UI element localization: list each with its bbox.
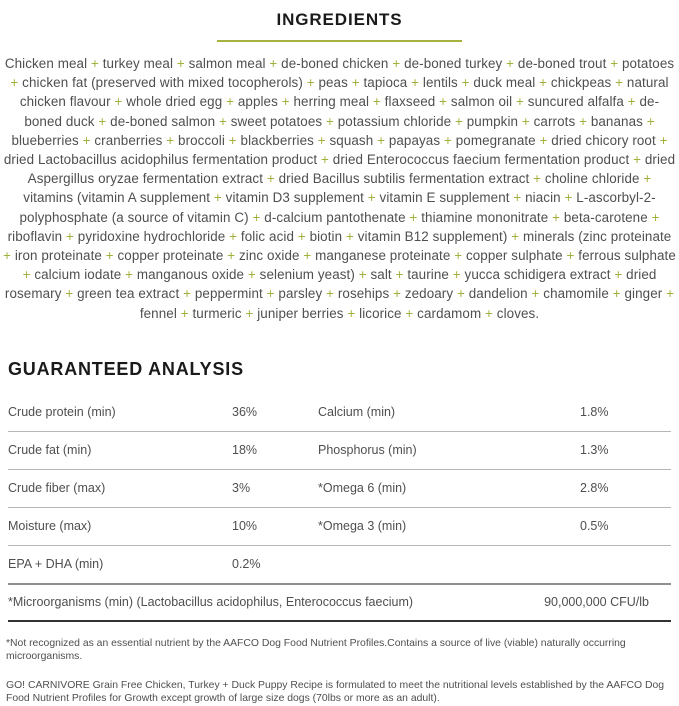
ingredient-item: whole dried egg — [126, 94, 223, 110]
ingredient-item: chicken fat (preserved with mixed tocopherols) — [22, 75, 303, 91]
plus-separator: + — [248, 209, 265, 225]
plus-separator: + — [509, 190, 526, 206]
guaranteed-analysis-section — [0, 359, 679, 622]
nutrient-value: 18% — [232, 443, 258, 458]
plus-separator: + — [343, 305, 360, 321]
ingredient-item: dried Lactobacillus acidophilus fermentation product — [3, 152, 318, 168]
ingredient-item: herring meal — [293, 94, 370, 110]
nutrient-value: 3% — [232, 481, 251, 496]
ingredient-item: potassium chloride — [337, 113, 452, 129]
nutrient-value: 36% — [232, 405, 258, 420]
ingredient-item: salmon oil — [450, 94, 513, 110]
ingredient-item: licorice — [359, 305, 402, 321]
ingredient-item: dried Aspergillus oryzae fermentation extract — [27, 152, 676, 187]
ingredient-item: potatoes — [621, 56, 675, 71]
ingredient-item: rosehips — [337, 286, 390, 302]
analysis-table-row — [8, 508, 671, 546]
ingredient-item: de-boned turkey — [404, 56, 503, 71]
plus-separator: + — [302, 75, 319, 91]
ingredient-item: dandelion — [468, 286, 528, 302]
footnote-nutrient-disclaimer: *Not recognized as an essential nutrient by the AAFCO Dog Food Nutrient Profiles.Contains a source of live (viable) naturally occurring microorganisms. — [6, 637, 626, 663]
ingredient-item: minerals (zinc proteinate — [522, 228, 672, 244]
ingredients-section — [0, 10, 679, 323]
plus-separator: + — [451, 113, 467, 129]
plus-separator: + — [642, 113, 655, 129]
ingredient-item: dried chicory root — [551, 132, 656, 148]
ingredient-item: vitamin B12 supplement) — [357, 228, 508, 244]
plus-separator: + — [373, 132, 389, 148]
plus-separator: + — [10, 75, 23, 91]
ingredient-item: sweet potatoes — [230, 113, 323, 129]
nutrient-value: 1.8% — [580, 405, 609, 420]
ingredient-item: papayas — [388, 132, 441, 148]
plus-separator: + — [173, 56, 189, 71]
ingredient-item: zinc oxide — [239, 248, 300, 264]
nutrient-label: *Omega 6 (min) — [318, 481, 407, 496]
ingredient-item: juniper berries — [257, 305, 344, 321]
nutrient-value: 90,000,000 CFU/lb — [544, 595, 649, 610]
ingredient-item: L-ascorbyl-2-polyphosphate (a source of vitamin C) — [19, 190, 656, 225]
plus-separator: + — [101, 248, 118, 264]
plus-separator: + — [222, 94, 238, 110]
plus-separator: + — [265, 56, 282, 71]
nutrient-label: Phosphorus (min) — [318, 443, 417, 458]
ingredient-item: biotin — [309, 228, 343, 244]
ingredient-item: salmon meal — [188, 56, 266, 71]
nutrient-value: 10% — [232, 519, 258, 534]
microorganisms-row — [8, 585, 671, 622]
plus-separator: + — [87, 56, 103, 71]
ingredient-item: blueberries — [11, 132, 79, 148]
plus-separator: + — [608, 286, 625, 302]
ingredient-item: carrots — [533, 113, 576, 129]
plus-separator: + — [110, 94, 127, 110]
analysis-table-row — [8, 394, 671, 432]
ingredient-item: manganous oxide — [136, 267, 245, 283]
plus-separator: + — [22, 267, 35, 283]
plus-separator: + — [662, 286, 675, 302]
plus-separator: + — [244, 267, 260, 283]
ingredient-item: dried Enterococcus faecium fermentation product — [332, 152, 630, 168]
plus-separator: + — [450, 248, 466, 264]
ingredient-item: cloves. — [496, 305, 540, 321]
ingredient-item: choline chloride — [544, 171, 640, 187]
ingredient-item: duck meal — [473, 75, 536, 91]
ingredient-item: beta-carotene — [563, 209, 648, 225]
plus-separator: + — [453, 286, 469, 302]
nutrient-value: 0.5% — [580, 519, 609, 534]
plus-separator: + — [299, 248, 316, 264]
plus-separator: + — [223, 248, 239, 264]
guaranteed-analysis-title: GUARANTEED ANALYSIS — [8, 358, 244, 379]
ingredient-item: cardamom — [417, 305, 482, 321]
ingredient-item: niacin — [525, 190, 561, 206]
ingredient-item: cranberries — [94, 132, 163, 148]
plus-separator: + — [405, 209, 422, 225]
plus-separator: + — [548, 209, 564, 225]
ingredient-item: dried Bacillus subtilis fermentation extract — [278, 171, 530, 187]
nutrient-label: *Omega 3 (min) — [318, 519, 407, 534]
plus-separator: + — [62, 228, 78, 244]
ingredient-item: broccoli — [178, 132, 225, 148]
plus-separator: + — [262, 286, 279, 302]
ingredient-item: blackberries — [240, 132, 314, 148]
plus-separator: + — [369, 94, 385, 110]
plus-separator: + — [560, 190, 577, 206]
plus-separator: + — [655, 132, 668, 148]
plus-separator: + — [78, 132, 95, 148]
analysis-table-row — [8, 546, 671, 585]
ingredient-item: turkey meal — [102, 56, 174, 71]
plus-separator: + — [313, 132, 330, 148]
plus-separator: + — [389, 286, 405, 302]
plus-separator: + — [354, 267, 371, 283]
plus-separator: + — [363, 190, 380, 206]
ingredient-item: yucca schidigera extract — [464, 267, 611, 283]
plus-separator: + — [322, 113, 338, 129]
analysis-table-row — [8, 470, 671, 508]
ingredient-item: thiamine mononitrate — [421, 209, 549, 225]
plus-separator: + — [388, 56, 405, 71]
analysis-table — [8, 394, 671, 622]
ingredient-item: bananas — [590, 113, 643, 129]
ingredient-item: de-boned trout — [517, 56, 607, 71]
plus-separator: + — [529, 171, 545, 187]
green-divider-rule — [217, 40, 462, 42]
plus-separator: + — [263, 171, 279, 187]
plus-separator: + — [401, 305, 418, 321]
plus-separator: + — [623, 94, 640, 110]
plus-separator: + — [527, 286, 544, 302]
nutrient-label: Crude fat (min) — [8, 443, 92, 458]
nutrient-label: Moisture (max) — [8, 519, 92, 534]
plus-separator: + — [629, 152, 645, 168]
nutrient-label: EPA + DHA (min) — [8, 557, 104, 572]
pet-food-label — [0, 10, 679, 706]
ingredient-item: parsley — [278, 286, 323, 302]
ingredient-item: Chicken meal — [4, 56, 88, 71]
ingredient-item: suncured alfalfa — [527, 94, 624, 110]
ingredient-item: vitamin D3 supplement — [225, 190, 364, 206]
plus-separator: + — [94, 113, 111, 129]
ingredient-item: tapioca — [363, 75, 408, 91]
analysis-table-row — [8, 432, 671, 470]
plus-separator: + — [121, 267, 137, 283]
nutrient-label: *Microorganisms (min) (Lactobacillus acidophilus, Enterococcus faecium) — [8, 595, 414, 610]
ingredient-item: copper sulphate — [465, 248, 563, 264]
ingredients-list — [3, 54, 677, 323]
ingredient-item: pomegranate — [455, 132, 536, 148]
ingredient-item: d-calcium pantothenate — [264, 209, 406, 225]
plus-separator: + — [347, 75, 364, 91]
plus-separator: + — [215, 113, 231, 129]
ingredient-item: de-boned duck — [24, 94, 660, 129]
ingredient-item: peas — [318, 75, 348, 91]
plus-separator: + — [535, 132, 552, 148]
ingredient-item: apples — [237, 94, 278, 110]
plus-separator: + — [342, 228, 358, 244]
ingredient-item: zedoary — [404, 286, 454, 302]
plus-separator: + — [457, 75, 474, 91]
plus-separator: + — [162, 132, 179, 148]
ingredient-item: green tea extract — [77, 286, 180, 302]
ingredient-item: squash — [329, 132, 374, 148]
plus-separator: + — [639, 171, 652, 187]
plus-separator: + — [512, 94, 528, 110]
plus-separator: + — [407, 75, 423, 91]
ingredient-item: fennel — [139, 305, 177, 321]
plus-separator: + — [507, 228, 523, 244]
plus-separator: + — [176, 305, 193, 321]
ingredient-item: chickpeas — [550, 75, 612, 91]
plus-separator: + — [562, 248, 579, 264]
ingredient-item: lentils — [422, 75, 458, 91]
ingredient-item: riboflavin — [7, 228, 63, 244]
plus-separator: + — [647, 209, 660, 225]
plus-separator: + — [61, 286, 78, 302]
plus-separator: + — [210, 190, 226, 206]
ingredient-item: ginger — [624, 286, 663, 302]
ingredient-item: flaxseed — [384, 94, 436, 110]
ingredient-item: taurine — [407, 267, 449, 283]
plus-separator: + — [611, 75, 627, 91]
plus-separator: + — [575, 113, 591, 129]
nutrient-label: Calcium (min) — [318, 405, 396, 420]
ingredient-item: copper proteinate — [117, 248, 224, 264]
plus-separator: + — [241, 305, 258, 321]
ingredient-item: natural chicken flavour — [19, 75, 669, 110]
ingredient-item: vitamin E supplement — [379, 190, 510, 206]
ingredient-item: turmeric — [192, 305, 242, 321]
ingredient-item: calcium iodate — [34, 267, 122, 283]
nutrient-label: Crude protein (min) — [8, 405, 116, 420]
plus-separator: + — [294, 228, 310, 244]
nutrient-value: 0.2% — [232, 557, 261, 572]
ingredient-item: chamomile — [543, 286, 609, 302]
plus-separator: + — [448, 267, 465, 283]
plus-separator: + — [317, 152, 333, 168]
ingredient-item: peppermint — [194, 286, 263, 302]
plus-separator: + — [322, 286, 338, 302]
plus-separator: + — [502, 56, 518, 71]
footnotes-section — [6, 637, 673, 706]
ingredient-item: selenium yeast) — [259, 267, 355, 283]
plus-separator: + — [440, 132, 456, 148]
plus-separator: + — [225, 228, 241, 244]
plus-separator: + — [606, 56, 622, 71]
footnote-aafco-statement: GO! CARNIVORE Grain Free Chicken, Turkey + Duck Puppy Recipe is formulated to meet the nutritional levels established by the AAFCO Dog Food Nutrient Profiles for Growth except growth of large size dogs (70lbs or more as an adult). — [6, 679, 665, 705]
plus-separator: + — [224, 132, 241, 148]
plus-separator: + — [179, 286, 195, 302]
plus-separator: + — [277, 94, 294, 110]
plus-separator: + — [3, 248, 15, 264]
nutrient-value: 2.8% — [580, 481, 609, 496]
plus-separator: + — [435, 94, 451, 110]
plus-separator: + — [518, 113, 534, 129]
ingredient-item: manganese proteinate — [315, 248, 451, 264]
plus-separator: + — [610, 267, 627, 283]
ingredient-item: pyridoxine hydrochloride — [77, 228, 226, 244]
nutrient-value: 1.3% — [580, 443, 609, 458]
ingredient-item: vitamins (vitamin A supplement — [23, 190, 211, 206]
nutrient-label: Crude fiber (max) — [8, 481, 106, 496]
ingredient-item: pumpkin — [466, 113, 519, 129]
plus-separator: + — [535, 75, 551, 91]
ingredient-item: de-boned chicken — [281, 56, 389, 71]
ingredient-item: folic acid — [240, 228, 294, 244]
ingredient-item: ferrous sulphate — [578, 248, 676, 264]
plus-separator: + — [481, 305, 497, 321]
ingredient-item: de-boned salmon — [110, 113, 216, 129]
ingredients-title: INGREDIENTS — [276, 10, 403, 29]
plus-separator: + — [391, 267, 408, 283]
ingredient-item: iron proteinate — [14, 248, 102, 264]
ingredient-item: salt — [370, 267, 392, 283]
ingredient-item: dried rosemary — [4, 267, 657, 302]
